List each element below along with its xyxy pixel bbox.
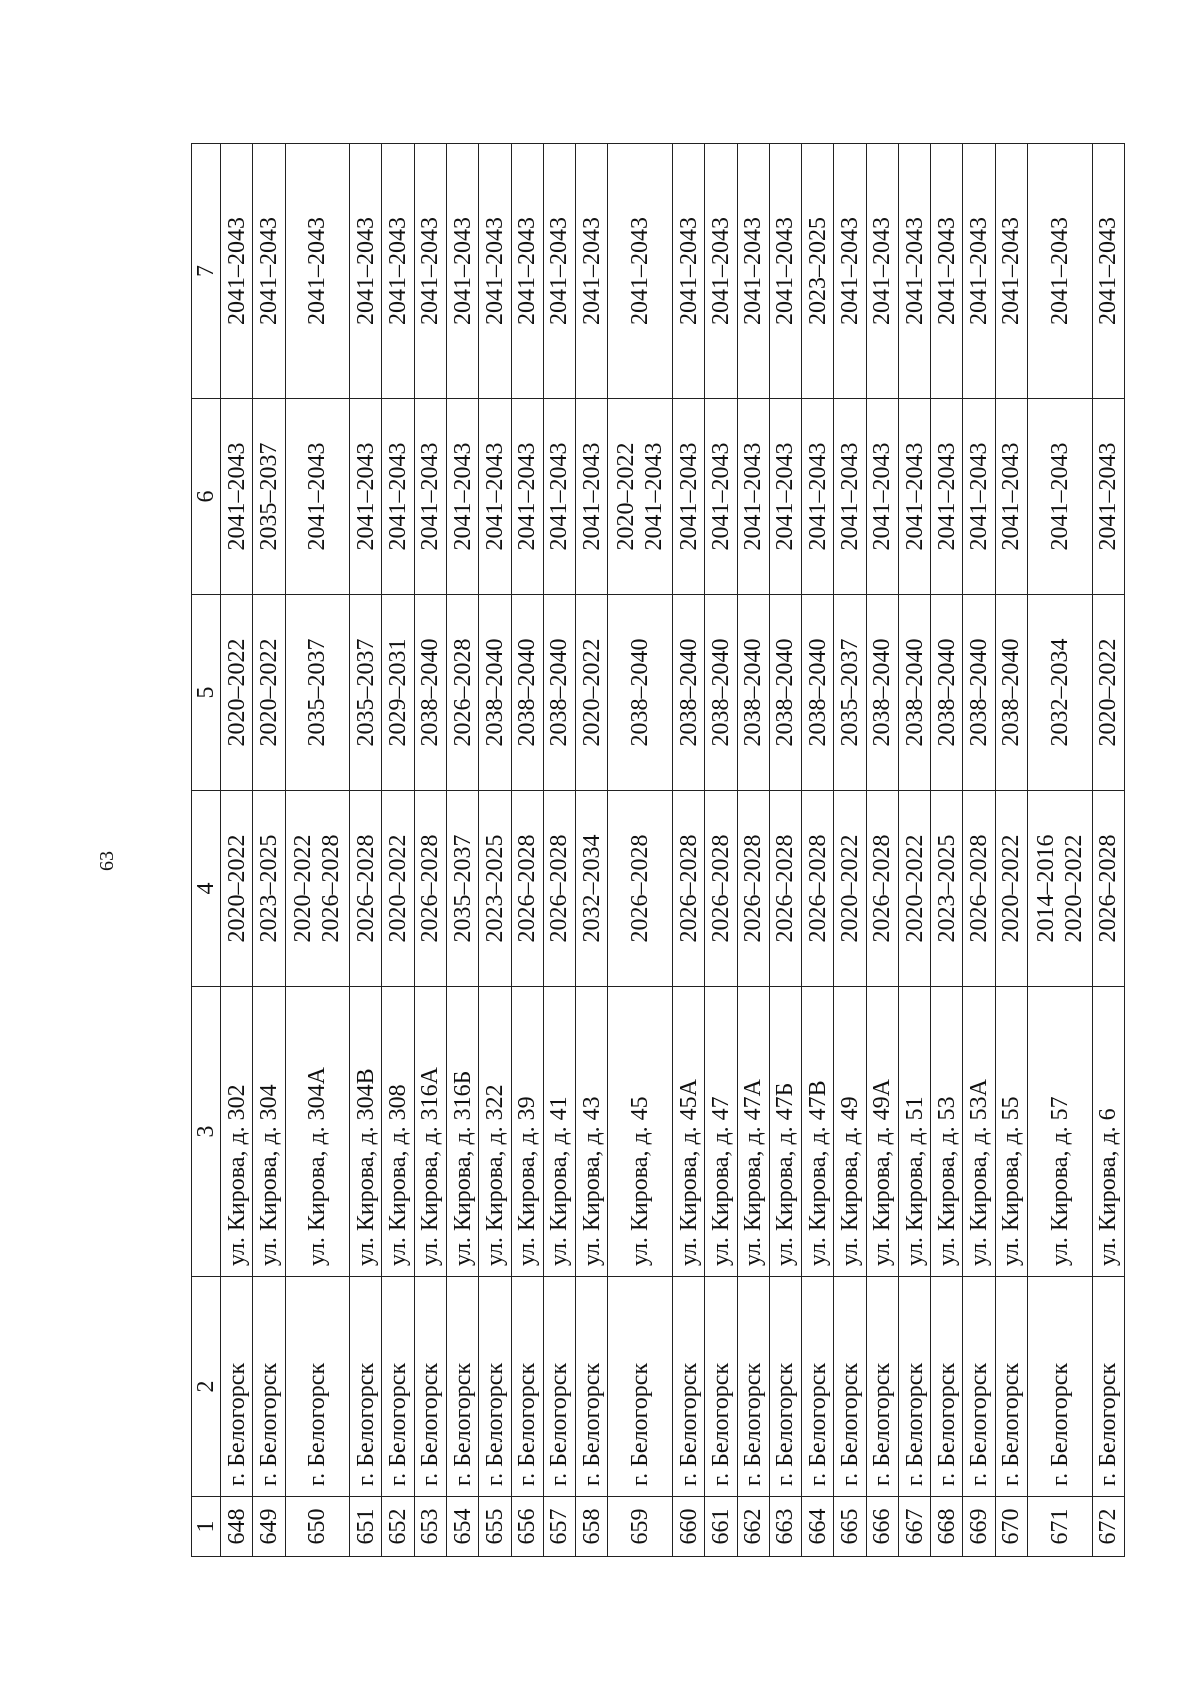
row-number: 659 (608, 1497, 673, 1557)
row-number: 655 (479, 1497, 511, 1557)
period-col6-cell-line: 2041–2043 (933, 442, 960, 551)
period-col6-cell-line: 2041–2043 (901, 442, 928, 551)
period-col4-cell (253, 791, 285, 987)
period-col6-cell (576, 399, 608, 595)
period-col4-cell (834, 791, 866, 987)
period-col6-cell (1092, 399, 1124, 595)
period-col7-cell: 2041–2043 (414, 144, 446, 399)
period-col4-cell (414, 791, 446, 987)
period-col6-cell-line: 2041–2043 (578, 442, 605, 551)
period-col5-cell: 2020–2022 (576, 595, 608, 791)
table-row (253, 144, 285, 1557)
period-col4-cell (576, 791, 608, 987)
period-col4-cell-line: 2026–2028 (514, 834, 541, 943)
period-col4-cell-line: 2035–2037 (449, 834, 476, 943)
table-row (898, 144, 930, 1557)
registry-table (191, 143, 1125, 1557)
period-col5-cell: 2038–2040 (802, 595, 834, 791)
period-col4-cell-line: 2020–2022 (223, 834, 250, 943)
period-col4-cell-line: 2026–2028 (546, 834, 573, 943)
col-header-7: 7 (192, 144, 221, 399)
city-cell: г. Белогорск (414, 1277, 446, 1497)
address-cell: ул. Кирова, д. 47А (737, 987, 769, 1277)
period-col7-cell: 2041–2043 (769, 144, 801, 399)
row-number: 672 (1092, 1497, 1124, 1557)
period-col6-cell (898, 399, 930, 595)
period-col4-cell (866, 791, 898, 987)
period-col7-cell: 2023–2025 (802, 144, 834, 399)
period-col7-cell: 2041–2043 (608, 144, 673, 399)
period-col4-cell-line: 2026–2028 (707, 834, 734, 943)
city-cell: г. Белогорск (769, 1277, 801, 1497)
header-row (192, 144, 221, 1557)
period-col4-cell (511, 791, 543, 987)
period-col5-cell: 2020–2022 (253, 595, 285, 791)
period-col4-cell (1092, 791, 1124, 987)
period-col7-cell: 2041–2043 (479, 144, 511, 399)
period-col4-cell-line: 2026–2028 (740, 834, 767, 943)
period-col7-cell: 2041–2043 (1092, 144, 1124, 399)
table-row (543, 144, 575, 1557)
page-number: 63 (96, 851, 118, 871)
period-col5-cell: 2038–2040 (511, 595, 543, 791)
row-number: 656 (511, 1497, 543, 1557)
period-col6-cell-line: 2041–2043 (1095, 442, 1122, 551)
address-cell: ул. Кирова, д. 55 (995, 987, 1027, 1277)
table-row (866, 144, 898, 1557)
col-header-2: 2 (192, 1277, 221, 1497)
period-col6-cell-line: 2041–2043 (304, 442, 331, 551)
city-cell: г. Белогорск (963, 1277, 995, 1497)
row-number: 652 (382, 1497, 414, 1557)
period-col6-cell (737, 399, 769, 595)
city-cell: г. Белогорск (866, 1277, 898, 1497)
period-col6-cell (866, 399, 898, 595)
address-cell: ул. Кирова, д. 308 (382, 987, 414, 1277)
period-col6-cell-line: 2041–2043 (417, 442, 444, 551)
table-row (479, 144, 511, 1557)
period-col5-cell: 2029–2031 (382, 595, 414, 791)
row-number: 670 (995, 1497, 1027, 1557)
row-number: 650 (285, 1497, 350, 1557)
table-row (511, 144, 543, 1557)
period-col6-cell (285, 399, 350, 595)
address-cell: ул. Кирова, д. 49А (866, 987, 898, 1277)
period-col6-cell (543, 399, 575, 595)
city-cell: г. Белогорск (672, 1277, 704, 1497)
city-cell: г. Белогорск (511, 1277, 543, 1497)
period-col7-cell: 2041–2043 (898, 144, 930, 399)
address-cell: ул. Кирова, д. 316Б (446, 987, 478, 1277)
row-number: 671 (1028, 1497, 1093, 1557)
period-col4-cell-line: 2020–2022 (1060, 834, 1087, 943)
period-col6-cell-line: 2041–2043 (675, 442, 702, 551)
col-header-3: 3 (192, 987, 221, 1277)
period-col6-cell-line: 2041–2043 (514, 442, 541, 551)
address-cell: ул. Кирова, д. 6 (1092, 987, 1124, 1277)
period-col6-cell (963, 399, 995, 595)
row-number: 648 (221, 1497, 253, 1557)
period-col6-cell (382, 399, 414, 595)
address-cell: ул. Кирова, д. 51 (898, 987, 930, 1277)
period-col4-cell (1028, 791, 1093, 987)
period-col6-cell (995, 399, 1027, 595)
address-cell: ул. Кирова, д. 57 (1028, 987, 1093, 1277)
row-number: 663 (769, 1497, 801, 1557)
period-col6-cell-line: 2041–2043 (804, 442, 831, 551)
address-cell: ул. Кирова, д. 47Б (769, 987, 801, 1277)
period-col6-cell (221, 399, 253, 595)
period-col4-cell (931, 791, 963, 987)
city-cell: г. Белогорск (543, 1277, 575, 1497)
period-col6-cell (608, 399, 673, 595)
address-cell: ул. Кирова, д. 39 (511, 987, 543, 1277)
table-row (382, 144, 414, 1557)
table-row (769, 144, 801, 1557)
row-number: 653 (414, 1497, 446, 1557)
row-number: 661 (705, 1497, 737, 1557)
city-cell: г. Белогорск (382, 1277, 414, 1497)
period-col4-cell-line: 2020–2022 (998, 834, 1025, 943)
city-cell: г. Белогорск (285, 1277, 350, 1497)
period-col6-cell (931, 399, 963, 595)
table-body (221, 144, 1125, 1557)
period-col6-cell-line: 2041–2043 (772, 442, 799, 551)
period-col5-cell: 2032–2034 (1028, 595, 1093, 791)
period-col5-cell: 2038–2040 (608, 595, 673, 791)
table-row (737, 144, 769, 1557)
table-row (705, 144, 737, 1557)
period-col5-cell: 2038–2040 (737, 595, 769, 791)
period-col4-cell (446, 791, 478, 987)
address-cell: ул. Кирова, д. 49 (834, 987, 866, 1277)
period-col5-cell: 2038–2040 (963, 595, 995, 791)
col-header-4: 4 (192, 791, 221, 987)
period-col4-cell-line: 2020–2022 (836, 834, 863, 943)
period-col4-cell-line: 2026–2028 (675, 834, 702, 943)
period-col6-cell-line: 2041–2043 (998, 442, 1025, 551)
period-col4-cell-line: 2026–2028 (804, 834, 831, 943)
period-col4-cell (382, 791, 414, 987)
period-col7-cell: 2041–2043 (705, 144, 737, 399)
period-col6-cell (253, 399, 285, 595)
row-number: 657 (543, 1497, 575, 1557)
table-row (963, 144, 995, 1557)
period-col5-cell: 2038–2040 (898, 595, 930, 791)
period-col4-cell (737, 791, 769, 987)
period-col7-cell: 2041–2043 (931, 144, 963, 399)
period-col4-cell-line: 2023–2025 (481, 834, 508, 943)
table-row (446, 144, 478, 1557)
period-col6-cell (511, 399, 543, 595)
period-col4-cell-line: 2023–2025 (933, 834, 960, 943)
period-col4-cell-line: 2026–2028 (352, 834, 379, 943)
city-cell: г. Белогорск (995, 1277, 1027, 1497)
period-col4-cell-line: 2026–2028 (772, 834, 799, 943)
period-col4-cell-line: 2026–2028 (869, 834, 896, 943)
table-row (931, 144, 963, 1557)
period-col4-cell-line: 2020–2022 (385, 834, 412, 943)
period-col6-cell-line: 2041–2043 (966, 442, 993, 551)
period-col5-cell: 2038–2040 (995, 595, 1027, 791)
row-number: 664 (802, 1497, 834, 1557)
city-cell: г. Белогорск (898, 1277, 930, 1497)
period-col6-cell (479, 399, 511, 595)
period-col6-cell (834, 399, 866, 595)
table-row (995, 144, 1027, 1557)
period-col5-cell: 2038–2040 (931, 595, 963, 791)
period-col7-cell: 2041–2043 (350, 144, 382, 399)
period-col6-cell-line: 2041–2043 (449, 442, 476, 551)
period-col6-cell (802, 399, 834, 595)
period-col4-cell (672, 791, 704, 987)
table-row (414, 144, 446, 1557)
table-row (834, 144, 866, 1557)
period-col4-cell (608, 791, 673, 987)
city-cell: г. Белогорск (608, 1277, 673, 1497)
city-cell: г. Белогорск (221, 1277, 253, 1497)
period-col4-cell (543, 791, 575, 987)
table-row (802, 144, 834, 1557)
row-number: 667 (898, 1497, 930, 1557)
col-header-5: 5 (192, 595, 221, 791)
row-number: 665 (834, 1497, 866, 1557)
col-header-1: 1 (192, 1497, 221, 1557)
city-cell: г. Белогорск (1092, 1277, 1124, 1497)
period-col6-cell-line: 2041–2043 (641, 442, 668, 551)
period-col6-cell-line: 2041–2043 (707, 442, 734, 551)
period-col7-cell: 2041–2043 (285, 144, 350, 399)
city-cell: г. Белогорск (350, 1277, 382, 1497)
period-col4-cell (479, 791, 511, 987)
rotated-table-wrapper (191, 144, 1125, 1557)
city-cell: г. Белогорск (253, 1277, 285, 1497)
period-col4-cell (221, 791, 253, 987)
period-col7-cell: 2041–2043 (221, 144, 253, 399)
period-col7-cell: 2041–2043 (995, 144, 1027, 399)
period-col4-cell (963, 791, 995, 987)
row-number: 660 (672, 1497, 704, 1557)
period-col4-cell-line: 2032–2034 (578, 834, 605, 943)
period-col6-cell (350, 399, 382, 595)
address-cell: ул. Кирова, д. 304А (285, 987, 350, 1277)
period-col4-cell (285, 791, 350, 987)
address-cell: ул. Кирова, д. 47 (705, 987, 737, 1277)
period-col5-cell: 2038–2040 (672, 595, 704, 791)
address-cell: ул. Кирова, д. 41 (543, 987, 575, 1277)
period-col4-cell (350, 791, 382, 987)
period-col6-cell-line: 2041–2043 (546, 442, 573, 551)
period-col7-cell: 2041–2043 (737, 144, 769, 399)
period-col7-cell: 2041–2043 (382, 144, 414, 399)
period-col6-cell-line: 2041–2043 (740, 442, 767, 551)
table-row (608, 144, 673, 1557)
period-col7-cell: 2041–2043 (672, 144, 704, 399)
period-col4-cell (705, 791, 737, 987)
address-cell: ул. Кирова, д. 304 (253, 987, 285, 1277)
period-col4-cell-line: 2014–2016 (1032, 834, 1059, 943)
period-col5-cell: 2038–2040 (543, 595, 575, 791)
address-cell: ул. Кирова, д. 53 (931, 987, 963, 1277)
address-cell: ул. Кирова, д. 322 (479, 987, 511, 1277)
table-row (221, 144, 253, 1557)
table-row (672, 144, 704, 1557)
row-number: 654 (446, 1497, 478, 1557)
period-col5-cell: 2035–2037 (834, 595, 866, 791)
period-col5-cell: 2026–2028 (446, 595, 478, 791)
address-cell: ул. Кирова, д. 45 (608, 987, 673, 1277)
period-col4-cell-line: 2026–2028 (966, 834, 993, 943)
period-col4-cell-line: 2023–2025 (255, 834, 282, 943)
period-col4-cell (898, 791, 930, 987)
row-number: 662 (737, 1497, 769, 1557)
address-cell: ул. Кирова, д. 53А (963, 987, 995, 1277)
table-row (350, 144, 382, 1557)
period-col7-cell: 2041–2043 (1028, 144, 1093, 399)
table-row (285, 144, 350, 1557)
period-col4-cell-line: 2020–2022 (290, 834, 317, 943)
period-col4-cell-line: 2026–2028 (417, 834, 444, 943)
period-col6-cell (414, 399, 446, 595)
row-number: 669 (963, 1497, 995, 1557)
period-col7-cell: 2041–2043 (511, 144, 543, 399)
period-col4-cell-line: 2026–2028 (318, 834, 345, 943)
period-col7-cell: 2041–2043 (576, 144, 608, 399)
table-row (1092, 144, 1124, 1557)
period-col7-cell: 2041–2043 (963, 144, 995, 399)
period-col7-cell: 2041–2043 (253, 144, 285, 399)
period-col5-cell: 2038–2040 (479, 595, 511, 791)
period-col5-cell: 2038–2040 (866, 595, 898, 791)
city-cell: г. Белогорск (737, 1277, 769, 1497)
row-number: 651 (350, 1497, 382, 1557)
city-cell: г. Белогорск (1028, 1277, 1093, 1497)
city-cell: г. Белогорск (446, 1277, 478, 1497)
col-header-6: 6 (192, 399, 221, 595)
period-col5-cell: 2020–2022 (221, 595, 253, 791)
address-cell: ул. Кирова, д. 302 (221, 987, 253, 1277)
table-row (576, 144, 608, 1557)
row-number: 649 (253, 1497, 285, 1557)
period-col5-cell: 2038–2040 (414, 595, 446, 791)
period-col7-cell: 2041–2043 (834, 144, 866, 399)
period-col5-cell: 2035–2037 (350, 595, 382, 791)
row-number: 658 (576, 1497, 608, 1557)
period-col6-cell (769, 399, 801, 595)
period-col6-cell-line: 2020–2022 (613, 442, 640, 551)
table-row (1028, 144, 1093, 1557)
city-cell: г. Белогорск (931, 1277, 963, 1497)
period-col6-cell-line: 2041–2043 (869, 442, 896, 551)
period-col7-cell: 2041–2043 (866, 144, 898, 399)
period-col4-cell-line: 2026–2028 (627, 834, 654, 943)
period-col6-cell-line: 2035–2037 (255, 442, 282, 551)
period-col6-cell-line: 2041–2043 (385, 442, 412, 551)
period-col5-cell: 2038–2040 (769, 595, 801, 791)
period-col6-cell-line: 2041–2043 (223, 442, 250, 551)
period-col6-cell-line: 2041–2043 (836, 442, 863, 551)
period-col7-cell: 2041–2043 (543, 144, 575, 399)
period-col6-cell-line: 2041–2043 (481, 442, 508, 551)
period-col7-cell: 2041–2043 (446, 144, 478, 399)
period-col6-cell-line: 2041–2043 (1046, 442, 1073, 551)
period-col6-cell (672, 399, 704, 595)
address-cell: ул. Кирова, д. 304В (350, 987, 382, 1277)
city-cell: г. Белогорск (479, 1277, 511, 1497)
period-col6-cell (705, 399, 737, 595)
period-col5-cell: 2035–2037 (285, 595, 350, 791)
city-cell: г. Белогорск (576, 1277, 608, 1497)
city-cell: г. Белогорск (834, 1277, 866, 1497)
period-col4-cell (995, 791, 1027, 987)
period-col4-cell (802, 791, 834, 987)
period-col4-cell (769, 791, 801, 987)
address-cell: ул. Кирова, д. 43 (576, 987, 608, 1277)
address-cell: ул. Кирова, д. 47В (802, 987, 834, 1277)
address-cell: ул. Кирова, д. 316А (414, 987, 446, 1277)
row-number: 666 (866, 1497, 898, 1557)
row-number: 668 (931, 1497, 963, 1557)
period-col6-cell (1028, 399, 1093, 595)
period-col4-cell-line: 2020–2022 (901, 834, 928, 943)
period-col5-cell: 2020–2022 (1092, 595, 1124, 791)
period-col4-cell-line: 2026–2028 (1095, 834, 1122, 943)
period-col6-cell-line: 2041–2043 (352, 442, 379, 551)
address-cell: ул. Кирова, д. 45А (672, 987, 704, 1277)
city-cell: г. Белогорск (705, 1277, 737, 1497)
city-cell: г. Белогорск (802, 1277, 834, 1497)
period-col6-cell (446, 399, 478, 595)
period-col5-cell: 2038–2040 (705, 595, 737, 791)
